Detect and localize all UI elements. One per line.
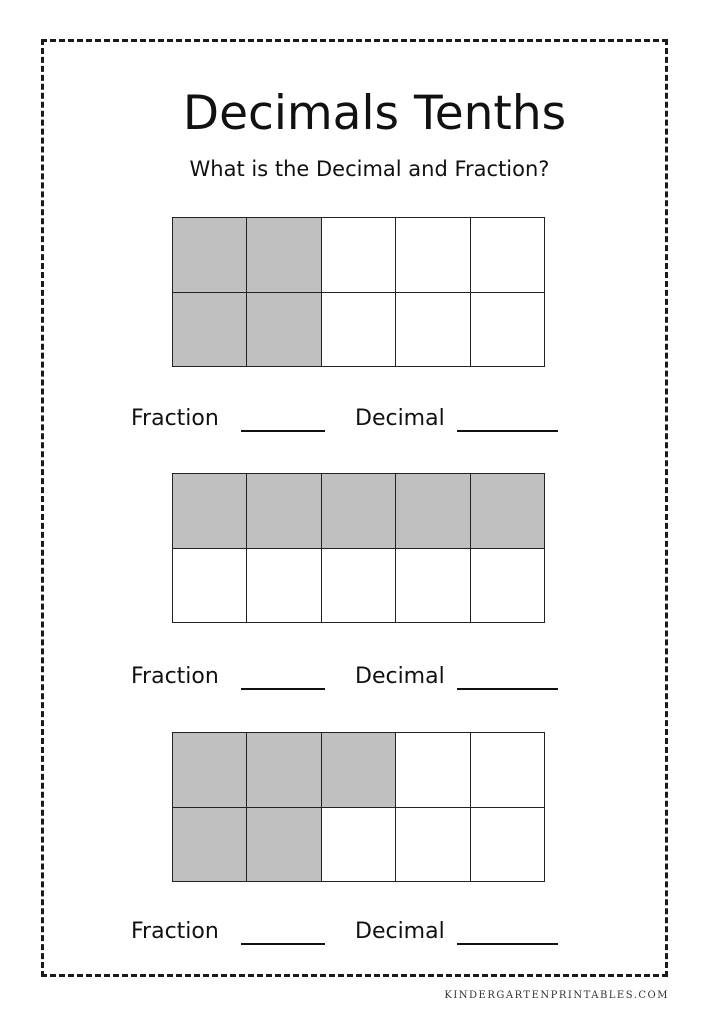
answer-row-3 xyxy=(131,916,591,948)
tenths-grid-1 xyxy=(172,217,545,367)
grid-cell-unshaded xyxy=(471,549,545,624)
decimal-label: Decimal xyxy=(355,664,445,689)
grid-cell-unshaded xyxy=(396,293,470,368)
grid-cell-unshaded xyxy=(396,218,470,293)
grid-cell-shaded xyxy=(247,733,321,808)
decimal-label: Decimal xyxy=(355,919,445,944)
grid-cell-unshaded xyxy=(396,733,470,808)
fraction-label: Fraction xyxy=(131,919,219,944)
grid-cell-unshaded xyxy=(322,808,396,883)
grid-cell-shaded xyxy=(173,808,247,883)
decimal-label: Decimal xyxy=(355,406,445,431)
grid-cell-unshaded xyxy=(322,293,396,368)
tenths-grid-2 xyxy=(172,473,545,623)
answer-row-2 xyxy=(131,661,591,693)
fraction-blank[interactable] xyxy=(241,430,325,432)
grid-cell-unshaded xyxy=(322,218,396,293)
grid-cell-unshaded xyxy=(173,549,247,624)
grid-cell-shaded xyxy=(173,474,247,549)
grid-cell-unshaded xyxy=(247,549,321,624)
grid-cell-shaded xyxy=(173,293,247,368)
grid-cell-unshaded xyxy=(471,733,545,808)
grid-cell-shaded xyxy=(173,733,247,808)
grid-cell-unshaded xyxy=(471,218,545,293)
worksheet-title: Decimals Tenths xyxy=(182,86,567,141)
answer-row-1 xyxy=(131,403,591,435)
decimal-blank[interactable] xyxy=(457,943,558,945)
tenths-grid-3 xyxy=(172,732,545,882)
decimal-blank[interactable] xyxy=(457,688,558,690)
fraction-label: Fraction xyxy=(131,406,219,431)
grid-cell-shaded xyxy=(247,808,321,883)
grid-cell-shaded xyxy=(471,474,545,549)
worksheet-subtitle: What is the Decimal and Fraction? xyxy=(189,157,550,181)
grid-cell-shaded xyxy=(322,474,396,549)
fraction-blank[interactable] xyxy=(241,688,325,690)
site-footer: KINDERGARTENPRINTABLES.COM xyxy=(444,990,669,1001)
grid-cell-unshaded xyxy=(396,549,470,624)
grid-cell-shaded xyxy=(173,218,247,293)
grid-cell-shaded xyxy=(396,474,470,549)
grid-cell-shaded xyxy=(247,218,321,293)
grid-cell-shaded xyxy=(247,474,321,549)
fraction-label: Fraction xyxy=(131,664,219,689)
grid-cell-shaded xyxy=(322,733,396,808)
grid-cell-unshaded xyxy=(396,808,470,883)
grid-cell-unshaded xyxy=(471,293,545,368)
decimal-blank[interactable] xyxy=(457,430,558,432)
grid-cell-shaded xyxy=(247,293,321,368)
grid-cell-unshaded xyxy=(322,549,396,624)
grid-cell-unshaded xyxy=(471,808,545,883)
fraction-blank[interactable] xyxy=(241,943,325,945)
